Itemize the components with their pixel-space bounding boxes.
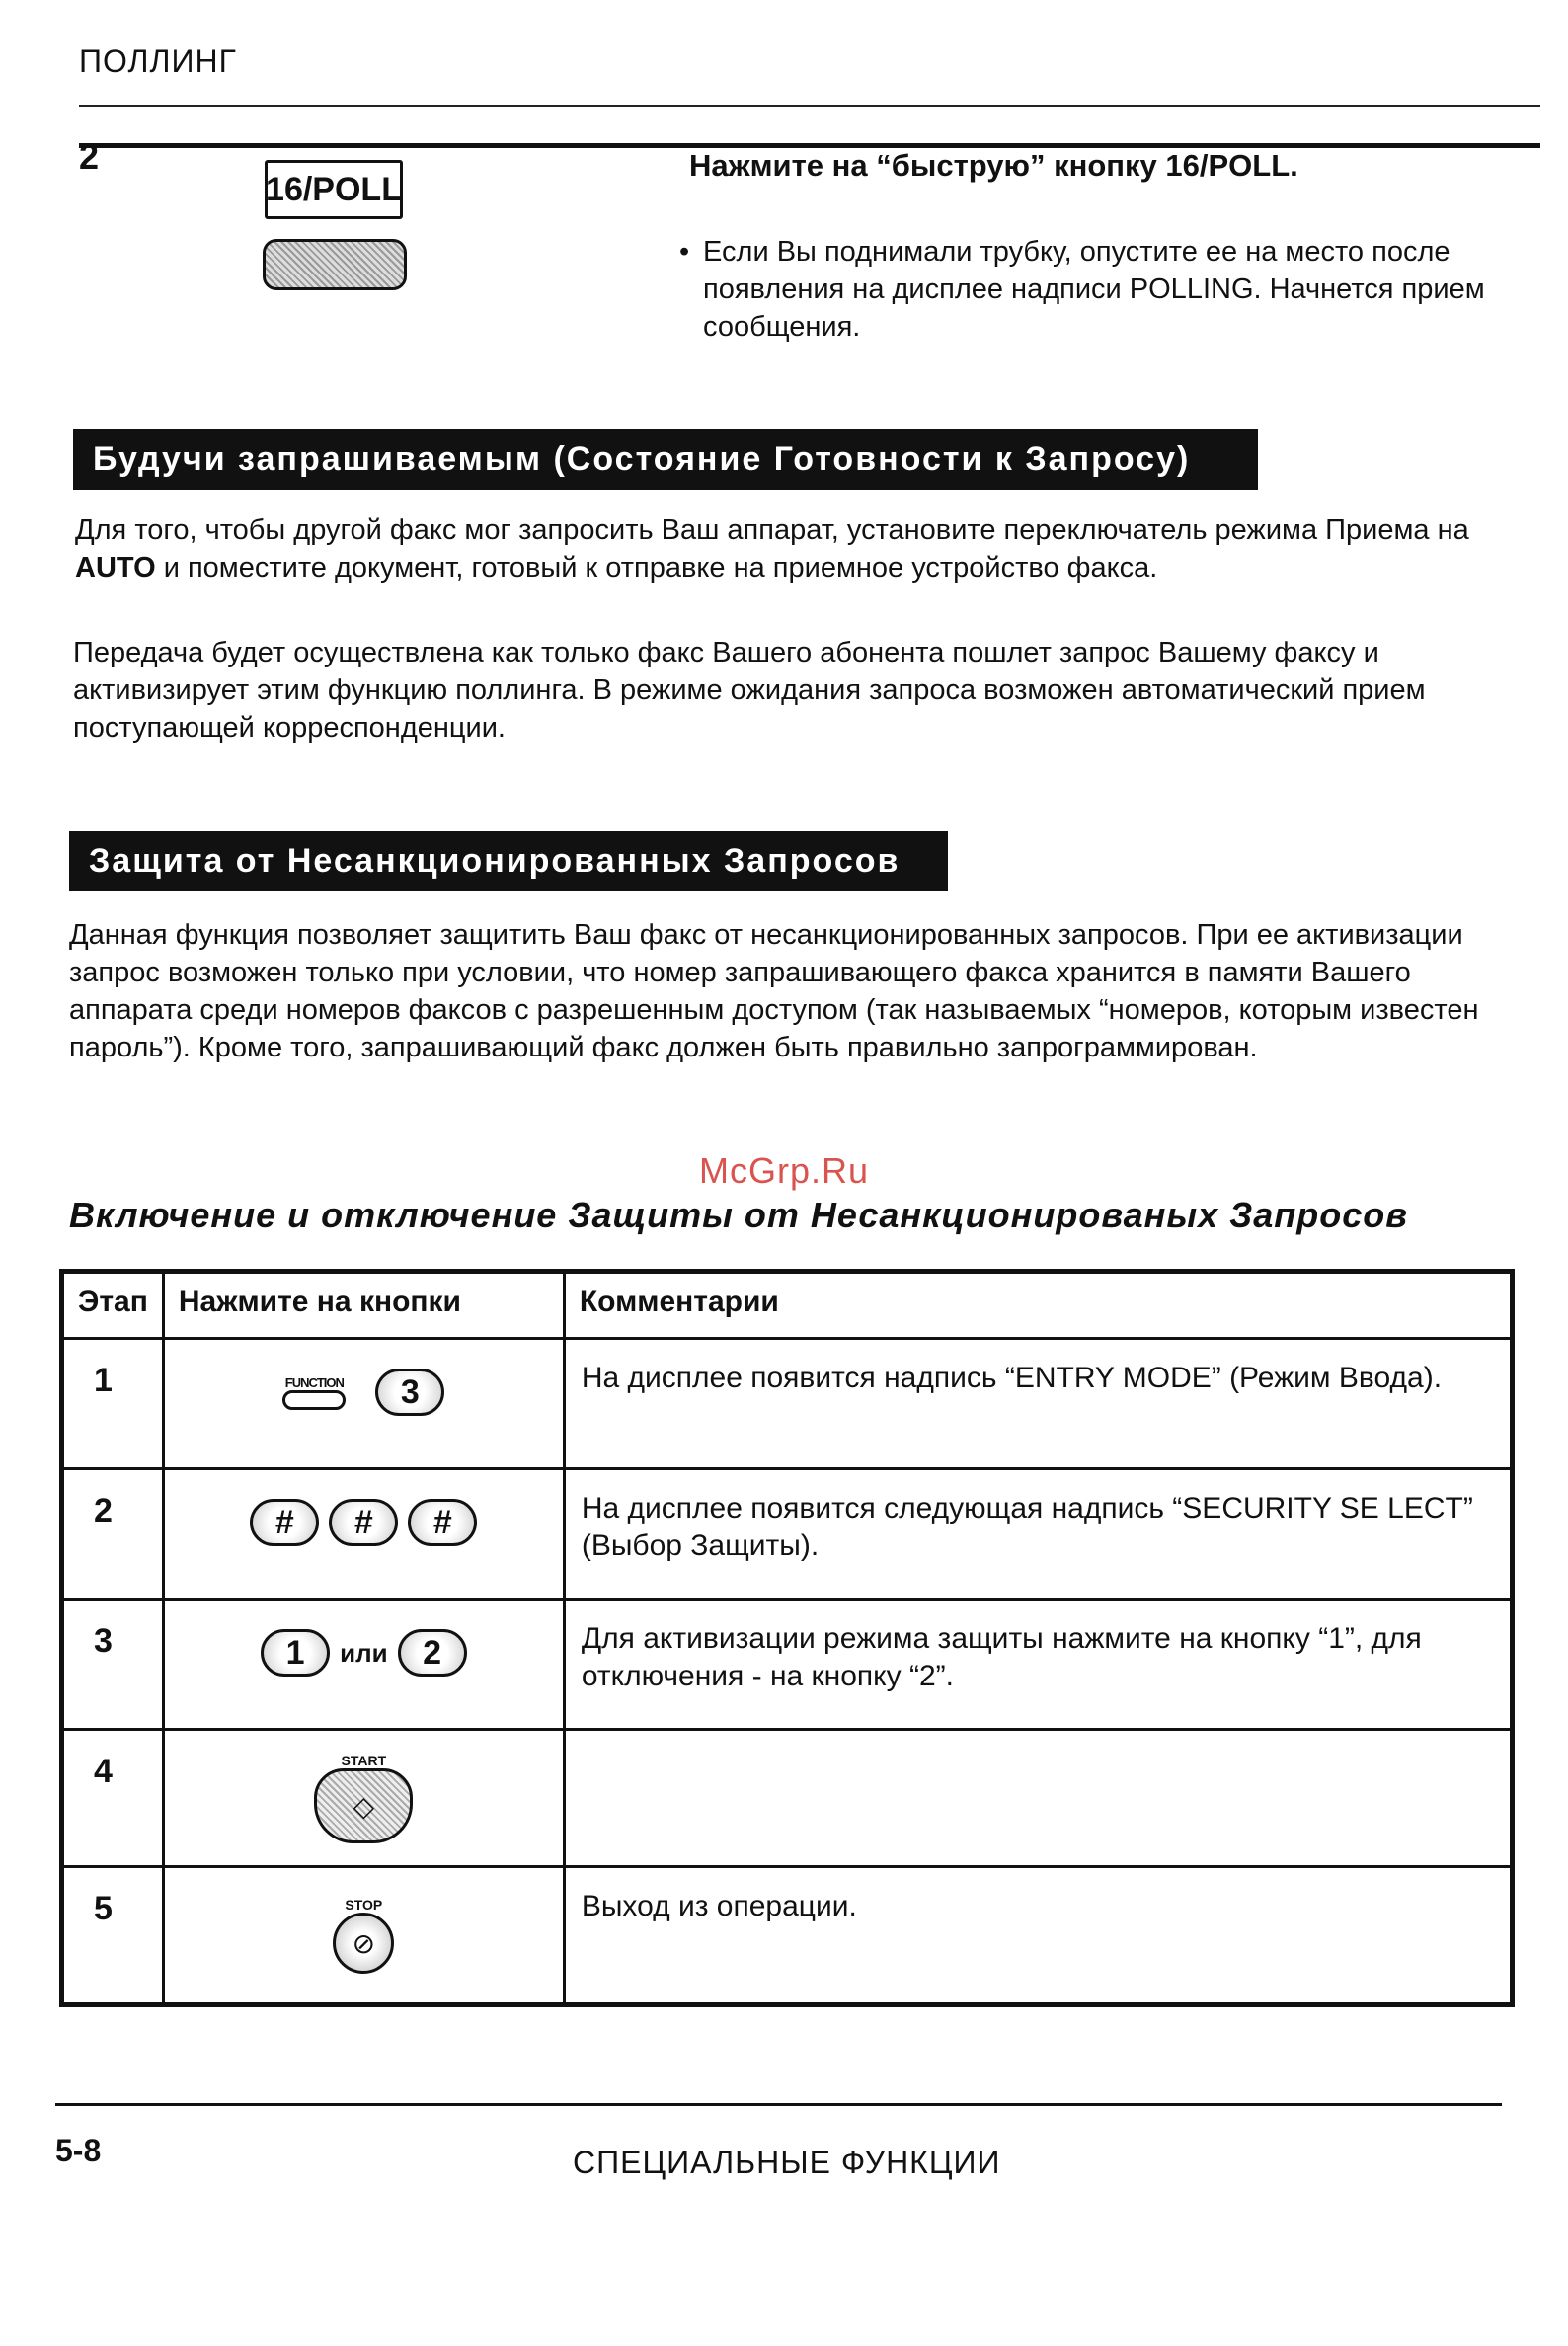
- function-key-shape: [282, 1390, 346, 1410]
- table-row: [62, 1339, 1513, 1469]
- table-row: [62, 1600, 1513, 1730]
- step-note: [679, 233, 1542, 346]
- step-number-cell: 2: [62, 1469, 164, 1600]
- auto-emphasis: AUTO: [75, 552, 156, 584]
- stop-icon: ⊘: [333, 1913, 394, 1974]
- poll-key-label: 16/POLL: [265, 160, 403, 219]
- paragraph-auto-mode: [75, 511, 1517, 586]
- comment-cell: [564, 1730, 1512, 1867]
- comment-cell: На дисплее появится надпись “ENTRY MODE” (Режим Ввода).: [564, 1339, 1512, 1469]
- procedure-heading: Включение и отключение Защиты от Несанкционированых Запросов: [69, 1195, 1409, 1235]
- function-key: [282, 1375, 346, 1410]
- or-label: или: [340, 1637, 388, 1668]
- header-divider: [79, 105, 1540, 107]
- step-number: 2: [79, 136, 100, 177]
- key-2: 2: [398, 1629, 467, 1677]
- stop-key-label: STOP: [345, 1897, 383, 1913]
- start-icon: ◇: [314, 1768, 413, 1843]
- table-row: [62, 1730, 1513, 1867]
- paragraph-transmission: Передача будет осуществлена как только факс Вашего абонента пошлет запрос Вашему факсу и активизирует этим функцию поллинга. В режиме ожидания запроса возможен автоматический прием поступающей корреспонденции.: [73, 637, 1426, 743]
- section-heading-text: Защита от Несанкционированных Запросов: [89, 841, 901, 880]
- keys-cell: [163, 1867, 564, 2005]
- table-row: [62, 1469, 1513, 1600]
- hash-key: #: [250, 1499, 319, 1546]
- step-instruction: Нажмите на “быструю” кнопку 16/POLL.: [689, 148, 1298, 183]
- start-key: [314, 1753, 413, 1843]
- table-row: [62, 1867, 1513, 2005]
- stop-key: [333, 1897, 394, 1974]
- step-number-cell: 5: [62, 1867, 164, 2005]
- comment-cell: Выход из операции.: [564, 1867, 1512, 2005]
- bullet-icon: •: [679, 236, 690, 268]
- footer-divider: [55, 2103, 1502, 2106]
- column-header-step: Этап: [62, 1272, 164, 1339]
- keys-cell: [163, 1730, 564, 1867]
- table-header-row: [62, 1272, 1513, 1339]
- hash-key: #: [329, 1499, 398, 1546]
- paragraph-text: и поместите документ, готовый к отправке на приемное устройство факса.: [155, 552, 1158, 584]
- footer-title: СПЕЦИАЛЬНЫЕ ФУНКЦИИ: [573, 2145, 1001, 2180]
- page-number: 5-8: [55, 2133, 102, 2168]
- key-3: 3: [375, 1368, 444, 1416]
- key-1: 1: [261, 1629, 330, 1677]
- hash-key: #: [408, 1499, 477, 1546]
- comment-cell: Для активизации режима защиты нажмите на кнопку “1”, для отключения - на кнопку “2”.: [564, 1600, 1512, 1730]
- start-key-label: START: [341, 1753, 387, 1768]
- column-header-keys: Нажмите на кнопки: [163, 1272, 564, 1339]
- comment-cell: На дисплее появится следующая надпись “SECURITY SE LECT” (Выбор Защиты).: [564, 1469, 1512, 1600]
- step-note-text: Если Вы поднимали трубку, опустите ее на место после появления на дисплее надписи POLLING. Начнется прием сообщения.: [703, 236, 1485, 343]
- paragraph-security: Данная функция позволяет защитить Ваш факс от несанкционированных запросов. При ее активизации запрос возможен только при условии, что номер запрашивающего факса хранится в памяти Вашего аппарата среди номеров факсов с разрешенным доступом (так называемых “номеров, которым известен пароль”). Кроме того, запрашивающий факс должен быть правильно запрограммирован.: [69, 919, 1479, 1063]
- column-header-comments: Комментарии: [564, 1272, 1512, 1339]
- step-number-cell: 1: [62, 1339, 164, 1469]
- procedure-table: [59, 1269, 1515, 2007]
- section-heading-polled: [73, 429, 1258, 490]
- section-heading-security: [69, 831, 948, 891]
- poll-key-button: [263, 239, 407, 290]
- keys-cell: [163, 1339, 564, 1469]
- paragraph-text: Для того, чтобы другой факс мог запросить Ваш аппарат, установите переключатель режима Приема на: [75, 514, 1469, 546]
- step-number-cell: 4: [62, 1730, 164, 1867]
- keys-cell: [163, 1600, 564, 1730]
- step-number-cell: 3: [62, 1600, 164, 1730]
- keys-cell: [163, 1469, 564, 1600]
- watermark: McGrp.Ru: [698, 1150, 870, 1191]
- function-key-label: FUNCTION: [284, 1374, 344, 1390]
- page-header-title: ПОЛЛИНГ: [79, 43, 237, 79]
- section-heading-text: Будучи запрашиваемым (Состояние Готовности к Запросу): [93, 439, 1191, 478]
